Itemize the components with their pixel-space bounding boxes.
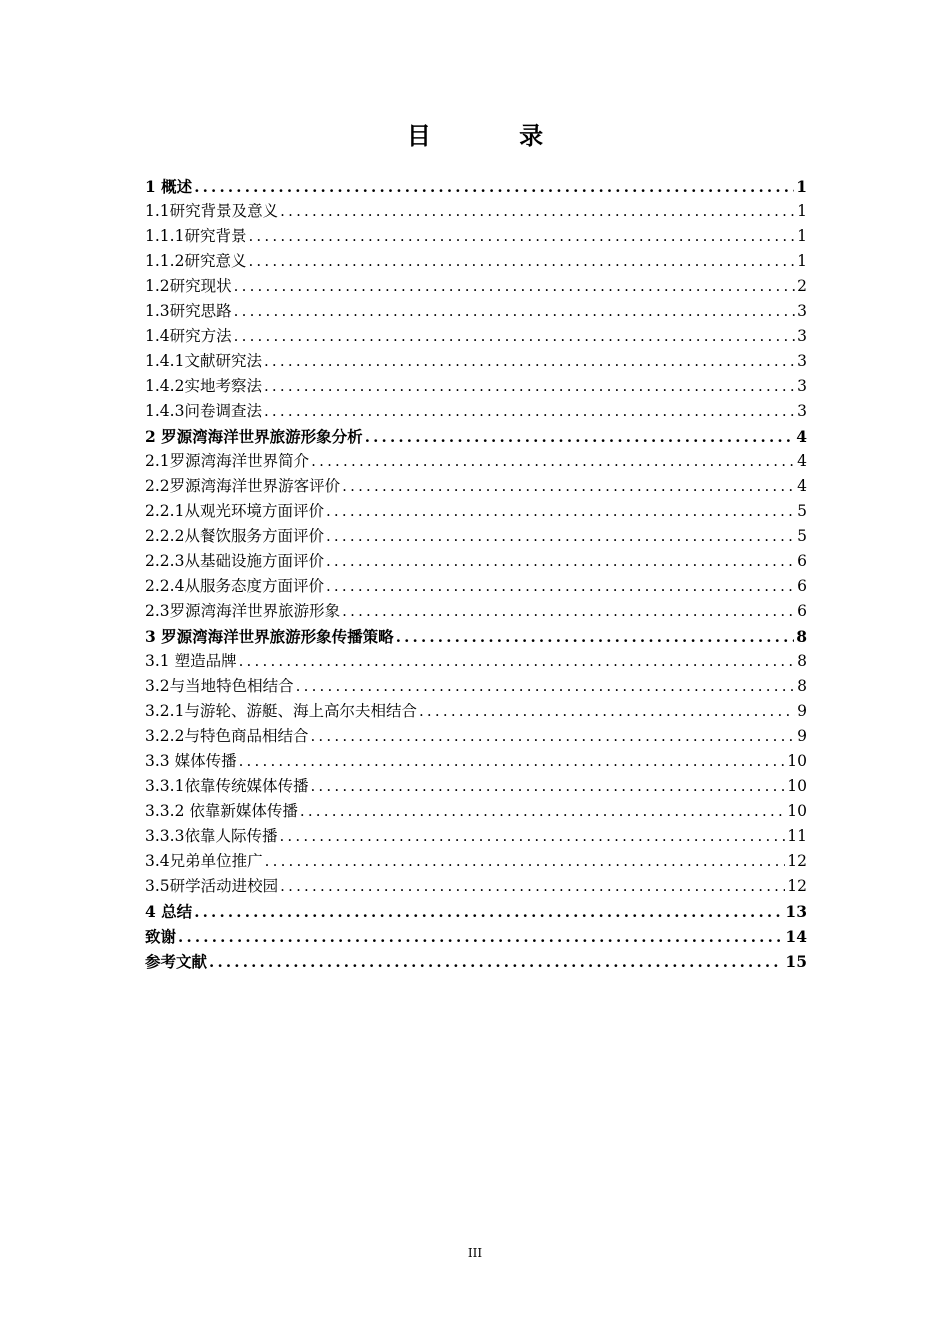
toc-dot-leader bbox=[232, 299, 795, 324]
toc-dot-leader bbox=[340, 599, 795, 624]
toc-entry-page-number: 6 bbox=[797, 602, 807, 620]
toc-entry[interactable] bbox=[145, 699, 807, 724]
toc-entry-label: 1 概述 bbox=[145, 177, 193, 196]
toc-entry[interactable] bbox=[145, 849, 807, 874]
toc-entry-page-number: 5 bbox=[797, 502, 807, 520]
toc-entry[interactable] bbox=[145, 224, 807, 249]
toc-dot-leader bbox=[232, 324, 795, 349]
toc-entry-label: 2.2.1从观光环境方面评价 bbox=[145, 502, 324, 520]
toc-entry[interactable] bbox=[145, 549, 807, 574]
toc-entry-label: 3 罗源湾海洋世界旅游形象传播策略 bbox=[145, 627, 394, 646]
table-of-contents bbox=[145, 174, 807, 974]
toc-entry-page-number: 8 bbox=[797, 652, 807, 670]
toc-entry-label: 3.5研学活动进校园 bbox=[145, 877, 279, 895]
toc-entry-label: 1.4.2实地考察法 bbox=[145, 377, 262, 395]
toc-entry-label: 2.2.3从基础设施方面评价 bbox=[145, 552, 324, 570]
toc-entry-label: 1.2研究现状 bbox=[145, 277, 232, 295]
toc-dot-leader bbox=[192, 175, 794, 200]
toc-dot-leader bbox=[417, 699, 795, 724]
toc-dot-leader bbox=[308, 774, 785, 799]
toc-entry-label: 3.4兄弟单位推广 bbox=[145, 852, 263, 870]
toc-entry[interactable] bbox=[145, 624, 807, 649]
toc-entry-page-number: 9 bbox=[797, 727, 807, 745]
toc-entry-page-number: 3 bbox=[797, 327, 807, 345]
toc-entry-page-number: 10 bbox=[787, 777, 807, 795]
toc-entry[interactable] bbox=[145, 449, 807, 474]
toc-entry-page-number: 13 bbox=[785, 902, 807, 921]
toc-entry-label: 2.3罗源湾海洋世界旅游形象 bbox=[145, 602, 341, 620]
toc-entry[interactable] bbox=[145, 499, 807, 524]
toc-dot-leader bbox=[246, 224, 795, 249]
toc-entry-label: 2 罗源湾海洋世界旅游形象分析 bbox=[145, 427, 363, 446]
toc-dot-leader bbox=[324, 524, 795, 549]
toc-dot-leader bbox=[324, 499, 795, 524]
toc-dot-leader bbox=[232, 274, 795, 299]
toc-entry[interactable] bbox=[145, 349, 807, 374]
toc-entry-page-number: 6 bbox=[797, 552, 807, 570]
toc-dot-leader bbox=[278, 199, 795, 224]
toc-entry-label: 3.3.3依靠人际传播 bbox=[145, 827, 278, 845]
toc-entry-label: 3.2.2与特色商品相结合 bbox=[145, 727, 309, 745]
toc-entry-label: 1.4.1文献研究法 bbox=[145, 352, 262, 370]
toc-entry[interactable] bbox=[145, 274, 807, 299]
toc-dot-leader bbox=[298, 799, 785, 824]
toc-entry-page-number: 12 bbox=[787, 877, 807, 895]
toc-entry-label: 3.3.2 依靠新媒体传播 bbox=[145, 802, 298, 820]
toc-entry[interactable] bbox=[145, 924, 807, 949]
toc-dot-leader bbox=[237, 649, 796, 674]
toc-entry-label: 1.3研究思路 bbox=[145, 302, 232, 320]
toc-entry[interactable] bbox=[145, 674, 807, 699]
toc-entry[interactable] bbox=[145, 524, 807, 549]
toc-entry[interactable] bbox=[145, 199, 807, 224]
toc-entry-page-number: 12 bbox=[787, 852, 807, 870]
toc-entry-label: 致谢 bbox=[145, 927, 177, 946]
toc-entry-label: 1.1.1研究背景 bbox=[145, 227, 247, 245]
toc-dot-leader bbox=[324, 549, 795, 574]
toc-entry-page-number: 10 bbox=[787, 802, 807, 820]
toc-entry[interactable] bbox=[145, 374, 807, 399]
toc-dot-leader bbox=[340, 474, 795, 499]
toc-entry[interactable] bbox=[145, 799, 807, 824]
toc-entry-page-number: 11 bbox=[787, 827, 807, 845]
toc-entry[interactable] bbox=[145, 774, 807, 799]
toc-entry[interactable] bbox=[145, 599, 807, 624]
toc-entry-label: 参考文献 bbox=[145, 952, 208, 971]
toc-entry-page-number: 5 bbox=[797, 527, 807, 545]
toc-entry-page-number: 1 bbox=[797, 252, 807, 270]
toc-entry-label: 2.2.4从服务态度方面评价 bbox=[145, 577, 324, 595]
toc-entry-page-number: 9 bbox=[797, 702, 807, 720]
toc-entry[interactable] bbox=[145, 649, 807, 674]
toc-entry-page-number: 8 bbox=[796, 627, 807, 646]
toc-entry[interactable] bbox=[145, 824, 807, 849]
page-title: 目 录 bbox=[406, 121, 584, 150]
toc-entry-label: 1.4研究方法 bbox=[145, 327, 232, 345]
toc-entry-page-number: 14 bbox=[785, 927, 807, 946]
toc-entry-label: 3.1 塑造品牌 bbox=[145, 652, 237, 670]
toc-dot-leader bbox=[262, 399, 795, 424]
toc-entry-page-number: 1 bbox=[796, 177, 807, 196]
toc-entry-page-number: 3 bbox=[797, 352, 807, 370]
toc-dot-leader bbox=[309, 449, 795, 474]
toc-dot-leader bbox=[324, 574, 795, 599]
toc-entry[interactable] bbox=[145, 399, 807, 424]
toc-entry-page-number: 6 bbox=[797, 577, 807, 595]
toc-dot-leader bbox=[246, 249, 795, 274]
toc-entry-label: 2.2.2从餐饮服务方面评价 bbox=[145, 527, 324, 545]
toc-entry-label: 2.1罗源湾海洋世界简介 bbox=[145, 452, 310, 470]
toc-entry[interactable] bbox=[145, 899, 807, 924]
toc-dot-leader bbox=[262, 374, 795, 399]
toc-entry[interactable] bbox=[145, 574, 807, 599]
toc-entry-page-number: 1 bbox=[797, 202, 807, 220]
toc-entry-label: 4 总结 bbox=[145, 902, 193, 921]
toc-dot-leader bbox=[277, 824, 785, 849]
toc-entry-label: 2.2罗源湾海洋世界游客评价 bbox=[145, 477, 341, 495]
toc-entry[interactable] bbox=[145, 424, 807, 449]
toc-entry[interactable] bbox=[145, 724, 807, 749]
toc-entry[interactable] bbox=[145, 474, 807, 499]
toc-entry[interactable] bbox=[145, 324, 807, 349]
toc-dot-leader bbox=[278, 874, 785, 899]
toc-entry[interactable] bbox=[145, 249, 807, 274]
toc-dot-leader bbox=[237, 749, 786, 774]
toc-dot-leader bbox=[263, 849, 786, 874]
toc-entry[interactable] bbox=[145, 299, 807, 324]
toc-entry-label: 1.4.3问卷调查法 bbox=[145, 402, 262, 420]
page-number: III bbox=[467, 1246, 483, 1260]
toc-entry[interactable] bbox=[145, 749, 807, 774]
toc-entry-label: 3.2.1与游轮、游艇、海上高尔夫相结合 bbox=[145, 702, 417, 720]
toc-entry-label: 1.1研究背景及意义 bbox=[145, 202, 279, 220]
toc-dot-leader bbox=[176, 925, 783, 950]
toc-entry-label: 3.3 媒体传播 bbox=[145, 752, 237, 770]
toc-entry-page-number: 10 bbox=[787, 752, 807, 770]
toc-entry-page-number: 3 bbox=[797, 302, 807, 320]
toc-dot-leader bbox=[192, 900, 783, 925]
toc-entry-page-number: 4 bbox=[797, 452, 807, 470]
toc-dot-leader bbox=[308, 724, 795, 749]
toc-entry-page-number: 3 bbox=[797, 402, 807, 420]
toc-entry-page-number: 4 bbox=[796, 427, 807, 446]
toc-entry-page-number: 1 bbox=[797, 227, 807, 245]
toc-entry[interactable] bbox=[145, 174, 807, 199]
toc-dot-leader bbox=[207, 950, 783, 975]
toc-entry-page-number: 3 bbox=[797, 377, 807, 395]
toc-entry-page-number: 2 bbox=[797, 277, 807, 295]
toc-entry-label: 3.3.1依靠传统媒体传播 bbox=[145, 777, 309, 795]
toc-entry-page-number: 15 bbox=[785, 952, 807, 971]
toc-entry-label: 3.2与当地特色相结合 bbox=[145, 677, 294, 695]
toc-entry[interactable] bbox=[145, 874, 807, 899]
toc-entry-page-number: 8 bbox=[797, 677, 807, 695]
toc-entry-page-number: 4 bbox=[797, 477, 807, 495]
toc-dot-leader bbox=[363, 425, 795, 450]
toc-entry[interactable] bbox=[145, 949, 807, 974]
toc-dot-leader bbox=[262, 349, 795, 374]
toc-dot-leader bbox=[394, 625, 795, 650]
toc-dot-leader bbox=[294, 674, 795, 699]
toc-entry-label: 1.1.2研究意义 bbox=[145, 252, 247, 270]
